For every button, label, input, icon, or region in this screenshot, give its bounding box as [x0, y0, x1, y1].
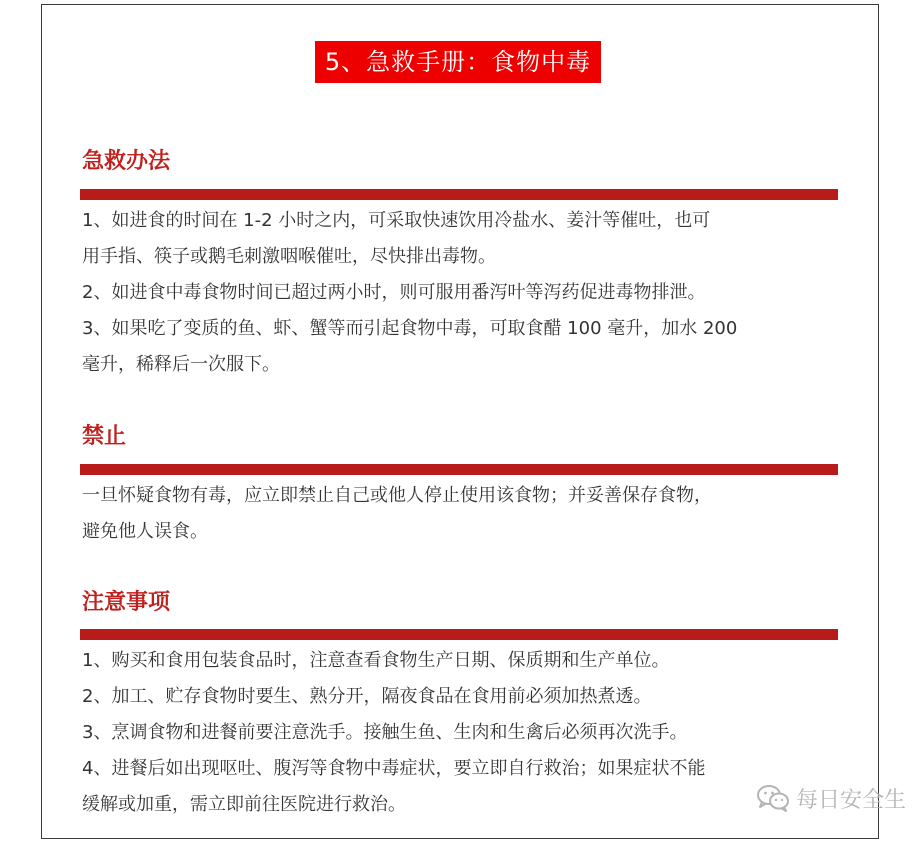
- watermark-text: 每日安全生: [796, 787, 907, 813]
- text-line: 2、如进食中毒食物时间已超过两小时，则可服用番泻叶等泻药促进毒物排泄。: [82, 282, 706, 303]
- text-line: 3、如果吃了变质的鱼、虾、蟹等而引起食物中毒，可取食醋 100 毫升，加水 200: [82, 318, 738, 339]
- text-line: 3、烹调食物和进餐前要注意洗手。接触生鱼、生肉和生禽后必须再次洗手。: [82, 722, 688, 743]
- text-line: 用手指、筷子或鹅毛刺激咽喉催吐，尽快排出毒物。: [82, 246, 496, 267]
- text-line: 避免他人误食。: [82, 521, 208, 542]
- section-divider-first-aid: [80, 189, 838, 200]
- text-line: 缓解或加重，需立即前往医院进行救治。: [82, 794, 406, 815]
- text-line: 毫升，稀释后一次服下。: [82, 354, 280, 375]
- section-heading-first-aid: 急救办法: [82, 149, 171, 174]
- text-line: 一旦怀疑食物有毒，应立即禁止自己或他人停止使用该食物；并妥善保存食物，: [82, 485, 712, 506]
- section-divider-prohibited: [80, 464, 838, 475]
- section-body-precautions: [82, 643, 842, 823]
- text-line: 4、进餐后如出现呕吐、腹泻等食物中毒症状，要立即自行救治；如果症状不能: [82, 758, 706, 779]
- page-title: 5、急救手册：食物中毒: [315, 41, 601, 83]
- wechat-icon: [756, 784, 790, 812]
- text-line: 1、购买和食用包装食品时，注意查看食物生产日期、保质期和生产单位。: [82, 650, 670, 671]
- section-body-first-aid: [82, 203, 842, 383]
- section-heading-prohibited: 禁止: [82, 424, 127, 449]
- text-line: 1、如进食的时间在 1-2 小时之内，可采取快速饮用冷盐水、姜汁等催吐，也可: [82, 210, 711, 231]
- section-heading-precautions: 注意事项: [82, 590, 171, 615]
- section-divider-precautions: [80, 629, 838, 640]
- watermark: [756, 782, 906, 814]
- section-body-prohibited: [82, 478, 842, 550]
- text-line: 2、加工、贮存食物时要生、熟分开，隔夜食品在食用前必须加热煮透。: [82, 686, 652, 707]
